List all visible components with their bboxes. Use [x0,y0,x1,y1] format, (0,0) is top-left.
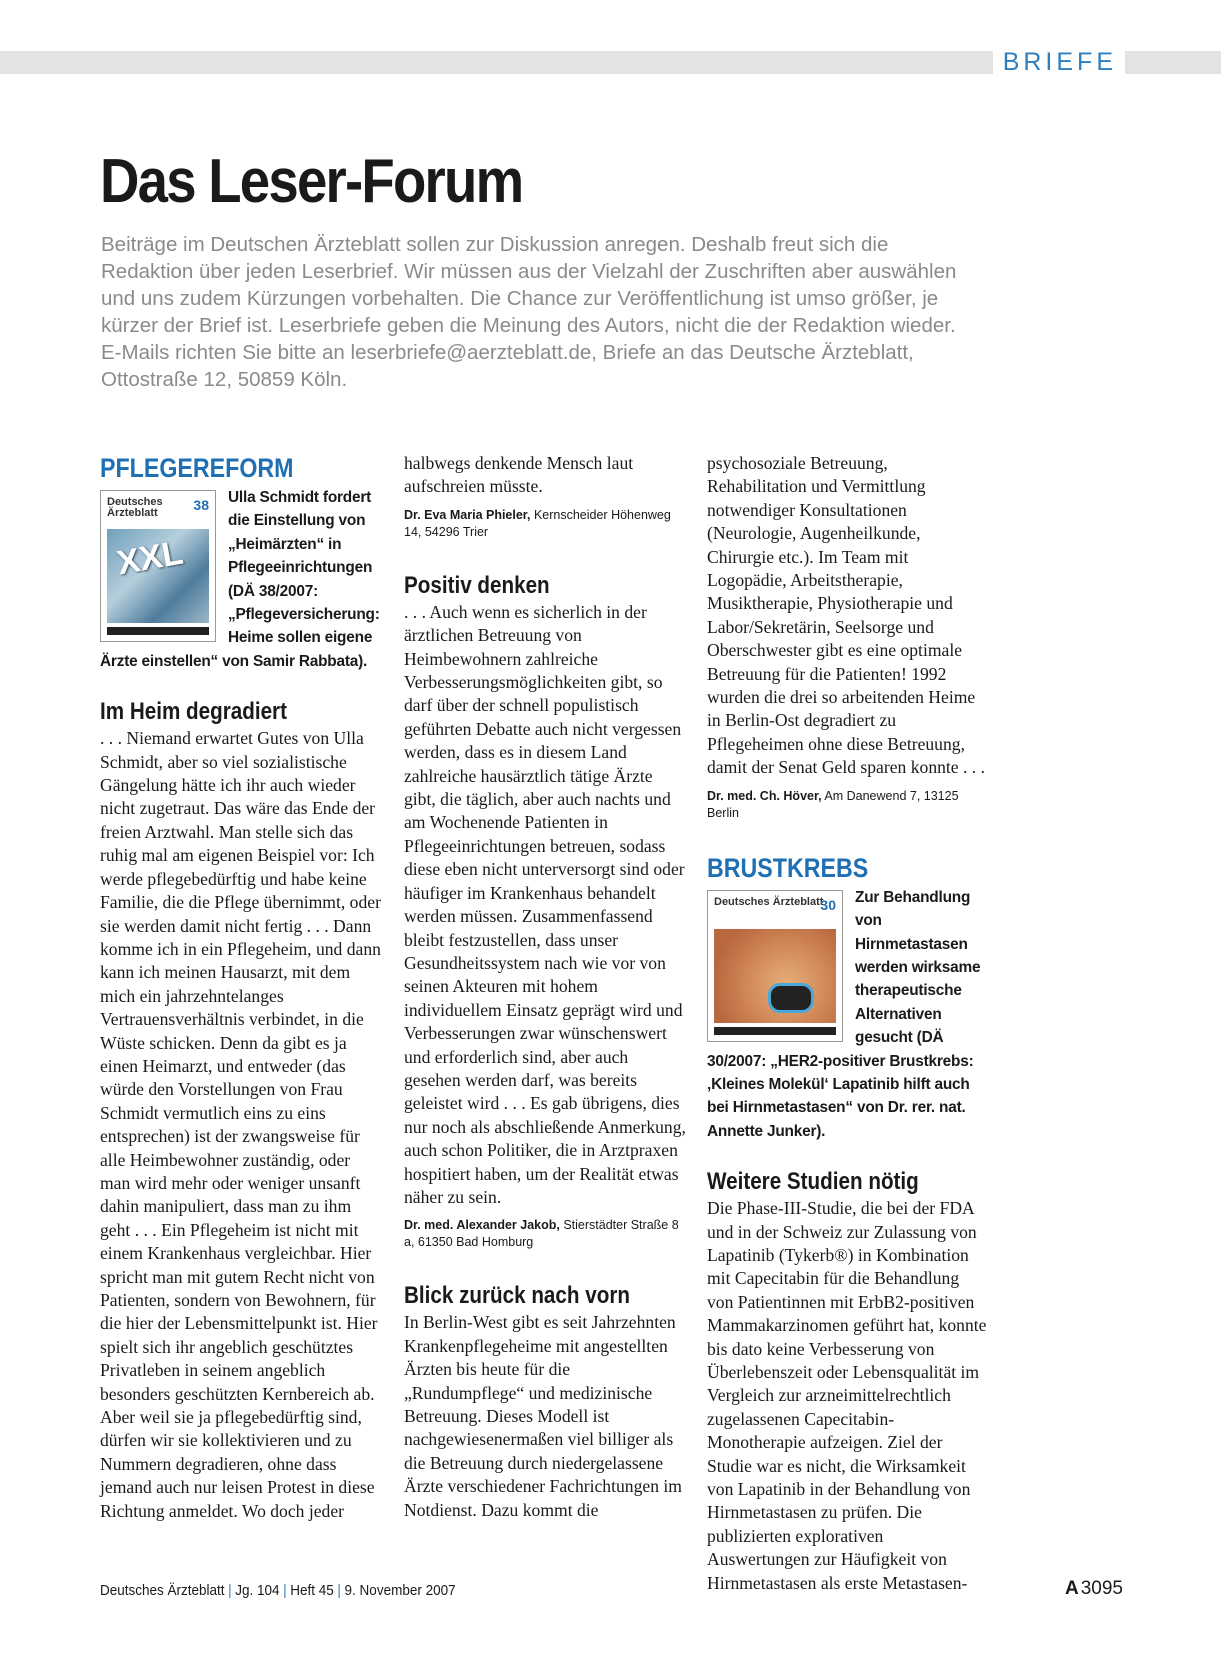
letter-signature [404,507,686,541]
letter-body: In Berlin-West gibt es seit Jahrzehnten Krankenpflegeheime mit angestellten Ärzten bis heute für die „Rundumpflege“ und medizinische Betreuung. Dieses Modell ist nachgewiesenermaßen viel billiger als die Betreuung durch niedergelassene Ärzte verschiedener Fachrichtungen im Notdienst. Dazu kommt die [404,1312,682,1520]
article-reference: Zur Behandlung von Hirnmetastasen werden wirksame therapeutische Alternativen gesucht (DÄ 30/2007: „HER2-positiver Brustkrebs: ‚Kleines Molekül‘ Lapatinib hilft auch bei Hirnmetastasen“ von Dr. rer. nat. Annette Junker). [707,888,981,1140]
journal-cover-image [707,890,843,1042]
cover-issue-number: 38 [193,497,209,513]
kicker-pflegereform: PFLEGEREFORM [100,453,294,483]
footer-issue: Heft 45 [290,1582,334,1599]
signature-name: Dr. med. Ch. Höver, [707,788,822,803]
article-reference: Ulla Schmidt fordert die Einstellung von „Heimärzten“ in Pflegeeinrichtungen (DÄ 38/2007: „Pflegeversicherung: Heime sollen eigene Ärzte einstellen“ von Samir Rabbata). [100,489,380,670]
cover-masthead: Deutsches Ärzteblatt [107,496,163,519]
letter-signature [404,1217,686,1251]
letter-body: . . . Niemand erwartet Gutes von Ulla Schmidt, aber so viel sozialistische Gängelung hätte ich ihr auch wieder nicht zugetraut. Das wäre das Ende der freien Arztwahl. Man stelle sich das ruhig mal am eigenen Beispiel vor: Ich werde pflegebedürftig und habe keine Familie, die die Pflege übernimmt, oder sie werden damit nicht fertig . . . Dann komme ich in ein Pflegeheim, und dann kann ich meinen Hausarzt, mit dem mich ein jahrzehntelanges Vertrauensverhältnis verbindet, in die Wüste schicken. Denn da gibt es ja einen Heimarzt, und entweder (das würde den Vorstellungen von Frau Schmidt vermutlich eins zu eins entsprechen) ist der zwangsweise für alle Heimbewohner zuständig, oder man wird mehr oder weniger unsanft dahin manipuliert, dass man zu ihm geht . . . Ein Pflegeheim ist nicht mit einem Krankenhaus vergleichbar. Hier spricht man mit gutem Recht nicht von Patienten, sondern von Bewohnern, für die hier der Lebensmittelpunkt ist. Hier spielt sich ihr angeblich geschütztes Privatleben in seinem angeblich besonders geschützten Kernbereich ab. Aber weil sie ja pflegebedürftig sind, dürfen wir sie kollektivieren und zu Nummern degradieren, ohne dass jemand auch nur leisen Protest in diese Richtung anmeldet. Wo doch jeder [100,728,381,1521]
column-3 [707,452,989,1595]
signature-address: Stierstädter Straße 8 a, 61350 Bad Homburg [404,1218,679,1250]
letter-signature [707,788,989,822]
intro-text: Beiträge im Deutschen Ärzteblatt sollen zur Diskussion anregen. Deshalb freut sich die Redaktion über jeden Leserbrief. Wir müssen aus der Vielzahl der Zuschriften aber auswählen und uns zudem Kürzungen vorbehalten. Die Chance zur Veröffentlichung ist umso größer, je kürzer der Brief ist. Leserbriefe geben die Meinung des Autors, nicht die der Redaktion wieder. E-Mails richten Sie bitte an leserbriefe@aerzteblatt.de, Briefe an das Deutsche Ärzteblatt, Ottostraße 12, 50859 Köln. [101,233,957,391]
journal-cover-image [100,490,216,642]
letter-title: Weitere Studien nötig [707,1168,919,1196]
section-label: BRIEFE [993,47,1125,77]
letter-title: Im Heim degradiert [100,698,287,726]
letter-continuation: psychosoziale Betreuung, Rehabilitation und Vermittlung notwendiger Konsultationen (Neurologie, Augenheilkunde, Chirurgie etc.). Im Team mit Logopädie, Arbeitstherapie, Musiktherapie, Physiotherapie und Labor/Sekretärin, Seelsorge und Oberschwester gibt es eine optimale Betreuung für die Patienten! 1992 wurden die drei so arbeitenden Heime in Berlin-Ost degradiert zu Pflegeheimen ohne diese Betreuung, damit der Senat Geld sparen konnte . . . [707,453,986,778]
footer-journal: Deutsches Ärzteblatt [100,1582,225,1599]
footer-date: 9. November 2007 [344,1582,456,1599]
cover-art-text: XXL [114,533,186,583]
signature-address: Kernscheider Höhenweg 14, 54296 Trier [404,507,671,539]
column-2 [404,452,686,1522]
letter-body: . . . Auch wenn es sicherlich in der ärztlichen Betreuung von Heimbewohnern zahlreiche Verbesserungsmöglichkeiten gibt, so darf über der schnell populistisch geführten Debatte auch nicht vergessen werden, dass es in diesem Land zahlreiche hausärztlich tätige Ärzte gibt, die täglich, aber auch nachts und am Wochenende Patienten in Pflegeeinrichtungen betreuen, sodass diese eben nicht unterversorgt sind oder häufiger im Krankenhaus behandelt werden müssen. Zusammenfassend bleibt festzustellen, dass unser Gesundheitssystem nach wie vor von seinen Akteuren mit hohem individuellem Einsatz geprägt wird und Verbesserungen zwar wünschenswert und erforderlich sind, aber auch gesehen werden darf, was bereits geleistet wird . . . Es gab übrigens, dies nur noch als abschließende Anmerkung, auch schon Politiker, die in Arztpraxen hospitiert haben, um der Realität etwas näher zu sein. [404,601,686,1207]
letter-body: Die Phase-III-Studie, die bei der FDA und in der Schweiz zur Zulassung von Lapatinib (Tykerb®) in Kombination mit Capecitabin für die Behandlung von Patientinnen mit ErbB2-positiven Mammakarzinomen geführt hat, konnte bis dato keine Verbesserung von Überlebenszeit oder Lebensqualität im Vergleich zur arzneimittelrechtlich zugelassenen Capecitabin-Monotherapie aufzeigen. Ziel der Studie war es nicht, die Wirksamkeit von Lapatinib in der Behandlung von Hirnmetastasen zu prüfen. Die publizierten explorativen Auswertungen zur Häufigkeit von Hirnmetastasen als erste Metastasen- [707,1198,987,1593]
cover-pill-graphic [768,983,814,1013]
cover-strip [107,627,209,635]
page-number [1065,1578,1123,1600]
page-number-value: 3095 [1080,1578,1123,1599]
letter-title: Positiv denken [404,571,550,599]
signature-name: Dr. med. Alexander Jakob, [404,1218,560,1233]
signature-name: Dr. Eva Maria Phieler, [404,507,531,522]
letter-continuation: halbwegs denkende Mensch laut aufschreien müsste. [404,453,634,497]
cover-masthead: Deutsches Ärzteblatt [714,895,824,908]
signature-address: Am Danewend 7, 13125 Berlin [707,788,959,820]
column-1 [100,452,382,1523]
cover-strip [714,1027,836,1035]
letter-title: Blick zurück nach vorn [404,1282,630,1310]
page-footer: Deutsches Ärzteblatt | Jg. 104 | Heft 45 | 9. November 2007 [100,1582,456,1599]
cover-artwork [107,529,209,623]
kicker-brustkrebs: BRUSTKREBS [707,852,869,883]
page-title: Das Leser-Forum [100,147,523,216]
cover-artwork [714,929,836,1023]
page-prefix: A [1064,1578,1079,1599]
footer-volume: Jg. 104 [235,1582,280,1599]
cover-issue-number: 30 [820,896,836,913]
